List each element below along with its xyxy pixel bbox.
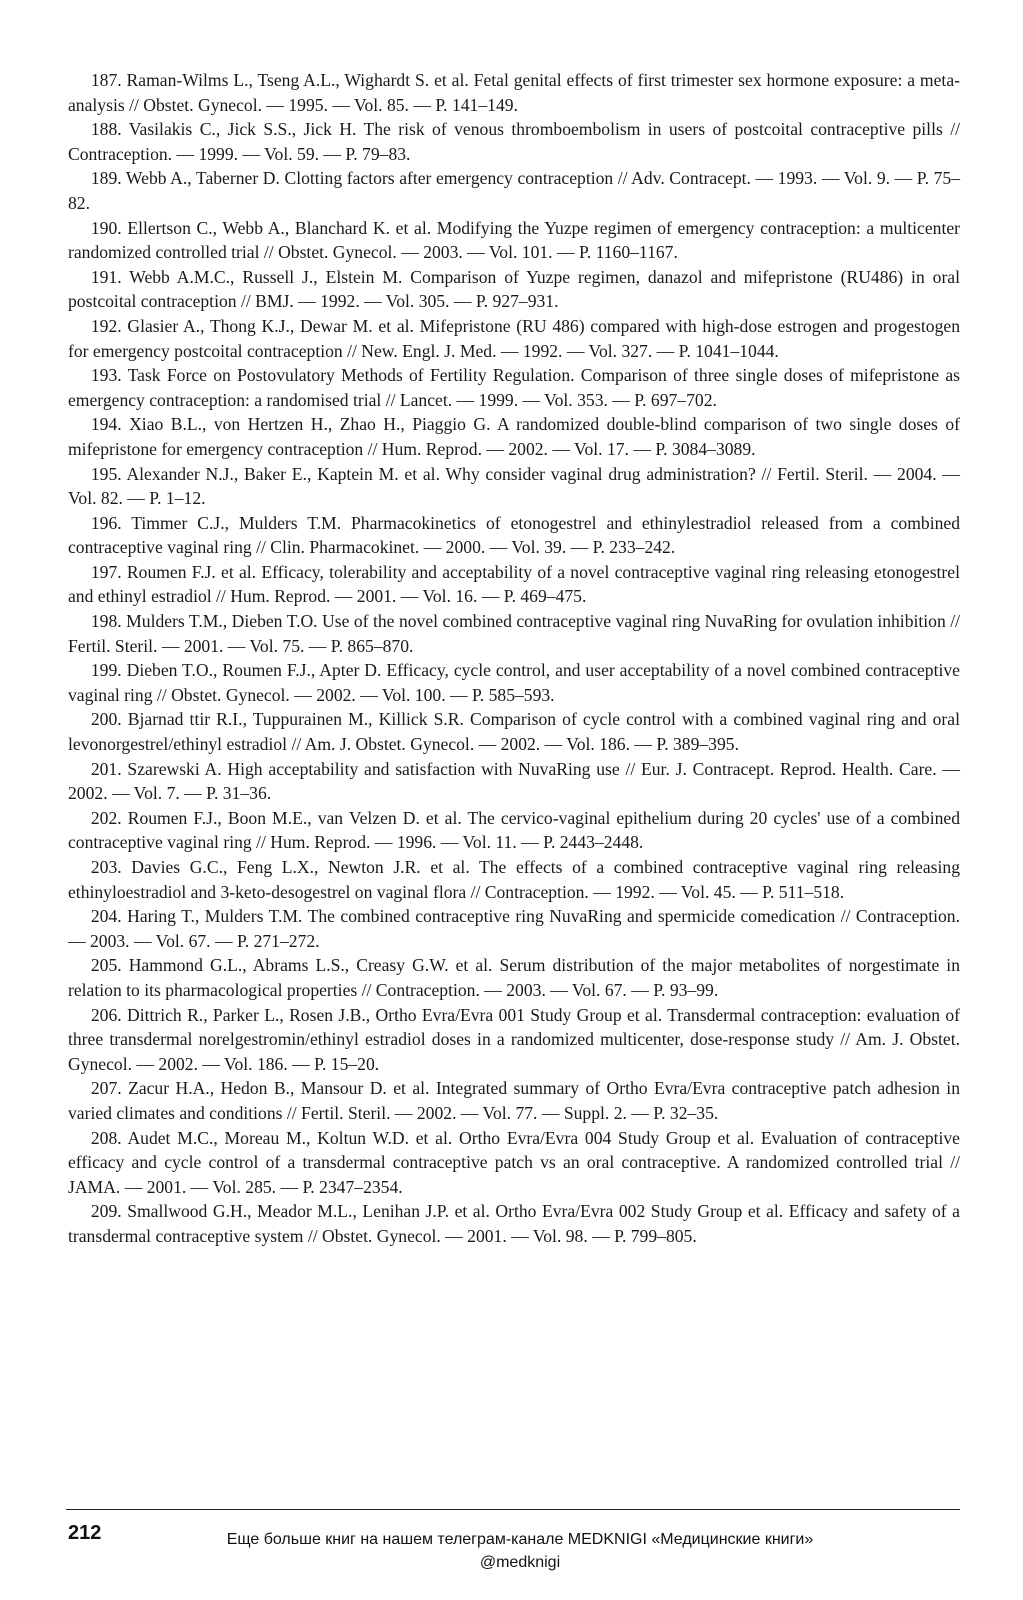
reference-item: 206. Dittrich R., Parker L., Rosen J.B., Ortho Evra/Evra 001 Study Group et al. Transdermal contraception: evaluation of three transdermal norelgestromin/ethinyl estradiol doses in a randomized multicenter, dose-response study // Am. J. Obstet. Gynecol. — 2002. — Vol. 186. — P. 15–20. — [68, 1004, 960, 1074]
reference-item: 209. Smallwood G.H., Meador M.L., Lenihan J.P. et al. Ortho Evra/Evra 002 Study Group et al. Efficacy and safety of a transdermal contraceptive system // Obstet. Gynecol. — 2001. — Vol. 98. — P. 799–805. — [68, 1201, 960, 1246]
reference-item: 198. Mulders T.M., Dieben T.O. Use of the novel combined contraceptive vaginal ring NuvaRing for ovulation inhibition // Fertil. Steril. — 2001. — Vol. 75. — P. 865–870. — [68, 611, 960, 656]
reference-item: 188. Vasilakis C., Jick S.S., Jick H. The risk of venous thromboembolism in users of postcoital contraceptive pills // Contraception. — 1999. — Vol. 59. — P. 79–83. — [68, 119, 960, 164]
footer-divider — [66, 1509, 960, 1510]
reference-item: 189. Webb A., Taberner D. Clotting factors after emergency contraception // Adv. Contracept. — 1993. — Vol. 9. — P. 75–82. — [68, 168, 960, 213]
reference-item: 205. Hammond G.L., Abrams L.S., Creasy G.W. et al. Serum distribution of the major metabolites of norgestimate in relation to its pharmacological properties // Contraception. — 2003. — Vol. 67. — P. 93–99. — [68, 955, 960, 1000]
footer-note-line: Еще больше книг на нашем телеграм-канале MEDKNIGI «Медицинские книги» — [226, 1531, 814, 1548]
reference-item: 195. Alexander N.J., Baker E., Kaptein M. et al. Why consider vaginal drug administration? // Fertil. Steril. — 2004. — Vol. 82. — P. 1–12. — [68, 463, 960, 509]
reference-item: 196. Timmer C.J., Mulders T.M. Pharmacokinetics of etonogestrel and ethinylestradiol released from a combined contraceptive vaginal ring // Clin. Pharmacokinet. — 2000. — Vol. 39. — P. 233–242. — [68, 512, 960, 558]
reference-item: 199. Dieben T.O., Roumen F.J., Apter D. Efficacy, cycle control, and user acceptability of a novel combined contraceptive vaginal ring // Obstet. Gynecol. — 2002. — Vol. 100. — P. 585–593. — [68, 660, 960, 705]
reference-list — [68, 68, 960, 1249]
reference-item: 200. Bjarnad ttir R.I., Tuppurainen M., Killick S.R. Comparison of cycle control with a combined vaginal ring and oral levonorgestrel/ethinyl estradiol // Am. J. Obstet. Gynecol. — 2002. — Vol. 186. — P. 389–395. — [68, 709, 960, 755]
footer-note — [140, 1528, 900, 1574]
reference-item: 191. Webb A.M.C., Russell J., Elstein M. Comparison of Yuzpe regimen, danazol and mifepristone (RU486) in oral postcoital contraception // BMJ. — 1992. — Vol. 305. — P. 927–931. — [68, 266, 960, 312]
reference-item: 190. Ellertson C., Webb A., Blanchard K. et al. Modifying the Yuzpe regimen of emergency contraception: a multicenter randomized controlled trial // Obstet. Gynecol. — 2003. — Vol. 101. — P. 1160–1167. — [68, 217, 960, 263]
reference-item: 204. Haring T., Mulders T.M. The combined contraceptive ring NuvaRing and spermicide comedication // Contraception. — 2003. — Vol. 67. — P. 271–272. — [68, 906, 960, 951]
reference-item: 194. Xiao B.L., von Hertzen H., Zhao H., Piaggio G. A randomized double-blind comparison of two single doses of mifepristone for emergency contraception // Hum. Reprod. — 2002. — Vol. 17. — P. 3084–3089. — [68, 414, 960, 459]
reference-item: 207. Zacur H.A., Hedon B., Mansour D. et al. Integrated summary of Ortho Evra/Evra contraceptive patch adhesion in varied climates and conditions // Fertil. Steril. — 2002. — Vol. 77. — Suppl. 2. — P. 32–35. — [68, 1078, 960, 1123]
reference-item: 193. Task Force on Postovulatory Methods of Fertility Regulation. Comparison of three single doses of mifepristone as emergency contraception: a randomised trial // Lancet. — 1999. — Vol. 353. — P. 697–702. — [68, 365, 960, 410]
reference-item: 192. Glasier A., Thong K.J., Dewar M. et al. Mifepristone (RU 486) compared with high-dose estrogen and progestogen for emergency postcoital contraception // New. Engl. J. Med. — 1992. — Vol. 327. — P. 1041–1044. — [68, 315, 960, 361]
reference-item: 203. Davies G.C., Feng L.X., Newton J.R. et al. The effects of a combined contraceptive vaginal ring releasing ethinyloestradiol and 3-keto-desogestrel on vaginal flora // Contraception. — 1992. — Vol. 45. — P. 511–518. — [68, 857, 960, 902]
reference-item: 208. Audet M.C., Moreau M., Koltun W.D. et al. Ortho Evra/Evra 004 Study Group et al. Evaluation of contraceptive efficacy and cycle control of a transdermal contraceptive patch vs an oral contraceptive. A randomized controlled trial // JAMA. — 2001. — Vol. 285. — P. 2347–2354. — [68, 1127, 960, 1197]
reference-item: 187. Raman-Wilms L., Tseng A.L., Wighardt S. et al. Fetal genital effects of first trimester sex hormone exposure: a meta-analysis // Obstet. Gynecol. — 1995. — Vol. 85. — P. 141–149. — [68, 70, 960, 115]
reference-item: 202. Roumen F.J., Boon M.E., van Velzen D. et al. The cervico-vaginal epithelium during 20 cycles' use of a combined contraceptive vaginal ring // Hum. Reprod. — 1996. — Vol. 11. — P. 2443–2448. — [68, 807, 960, 853]
reference-item: 197. Roumen F.J. et al. Efficacy, tolerability and acceptability of a novel contraceptive vaginal ring releasing etonogestrel and ethinyl estradiol // Hum. Reprod. — 2001. — Vol. 16. — P. 469–475. — [68, 561, 960, 607]
footer-note-handle: @medknigi — [479, 1554, 561, 1571]
reference-item: 201. Szarewski A. High acceptability and satisfaction with NuvaRing use // Eur. J. Contracept. Reprod. Health. Care. — 2002. — Vol. 7. — P. 31–36. — [68, 758, 960, 804]
page-number: 212 — [68, 1522, 102, 1544]
